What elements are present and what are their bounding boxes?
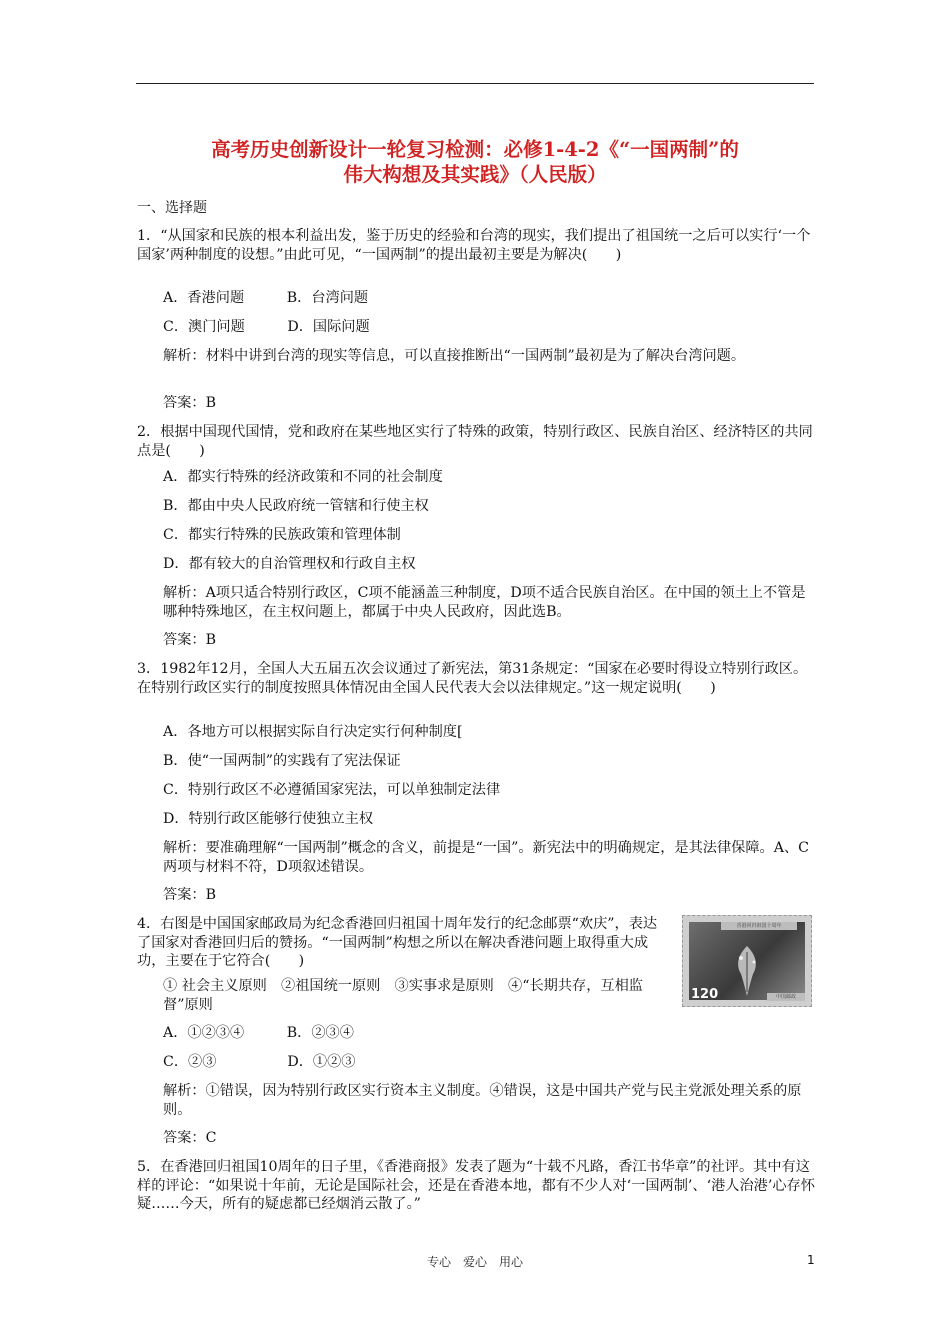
title-line-1: 高考历史创新设计一轮复习检测：必修1-4-2《“一国两制”的: [211, 138, 739, 161]
stamp-brand: 中国邮政: [767, 993, 805, 1001]
page-number: 1: [807, 1253, 815, 1267]
q2-option-a: A．都实行特殊的经济政策和不同的社会制度: [163, 469, 443, 485]
q4-stem: 4．右图是中国国家邮政局为纪念香港回归祖国十周年发行的纪念邮票“欢庆”，表达了国家对香港回归后的赞扬。“一国两制”构想之所以在解决香港问题上取得重大成功，主要在于它符合( ): [137, 916, 658, 970]
q5-stem: 5．在香港回归祖国10周年的日子里，《香港商报》发表了题为“十载不凡路，香江书华章”的社评。其中有这样的评论：“如果说十年前，无论是国际社会，还是在香港本地，都有不少人对‘一国两制’、‘港人治港’心存怀疑……今天，所有的疑虑都已经烟消云散了。”: [137, 1159, 815, 1213]
q1-answer: 答案：B: [163, 395, 216, 411]
header-rule: [136, 83, 814, 84]
document-title: [136, 137, 814, 187]
q4-answer: 答案：C: [163, 1130, 217, 1146]
q4-options-cd: C．②③ D．①②③: [163, 1054, 356, 1070]
q3-option-a: A．各地方可以根据实际自行决定实行何种制度[: [163, 724, 463, 740]
stamp-header: 香港回归祖国十周年: [721, 922, 797, 930]
q2-option-b: B．都由中央人民政府统一管辖和行使主权: [163, 498, 429, 514]
q2-option-d: D．都有较大的自治管理权和行政自主权: [163, 556, 416, 572]
section-heading: 一、选择题: [137, 200, 207, 216]
q4-options-ab: A．①②③④ B．②③④: [163, 1025, 354, 1041]
q4-analysis: 解析：①错误，因为特别行政区实行资本主义制度。④错误，这是中国共产党与民主党派处理关系的原则。: [163, 1083, 802, 1118]
q3-option-b: B．使“一国两制”的实践有了宪法保证: [163, 753, 401, 769]
page-footer-motto: 专心 爱心 用心: [426, 1255, 523, 1269]
q3-stem: 3．1982年12月，全国人大五届五次会议通过了新宪法，第31条规定：“国家在必要时得设立特别行政区。在特别行政区实行的制度按照具体情况由全国人民代表大会以法律规定。”这一规定说明( ): [137, 661, 808, 696]
q2-option-c: C．都实行特殊的民族政策和管理体制: [163, 527, 401, 543]
q3-analysis: 解析：要准确理解“一国两制”概念的含义，前提是“一国”。新宪法中的明确规定，是其法律保障。A、C两项与材料不符，D项叙述错误。: [163, 840, 809, 875]
q1-stem: 1．“从国家和民族的根本利益出发，鉴于历史的经验和台湾的现实，我们提出了祖国统一之后可以实行‘一个国家’两种制度的设想。”由此可见，“一国两制”的提出最初主要是为解决( ): [137, 228, 811, 263]
q4-items: ① 社会主义原则 ②祖国统一原则 ③实事求是原则 ④“长期共存，互相监督”原则: [163, 978, 643, 1013]
bauhinia-flower-icon: [731, 944, 763, 998]
q2-stem: 2．根据中国现代国情，党和政府在某些地区实行了特殊的政策，特别行政区、民族自治区、经济特区的共同点是( ): [137, 424, 813, 459]
q2-answer: 答案：B: [163, 632, 216, 648]
q2-analysis: 解析：A项只适合特别行政区，C项不能涵盖三种制度，D项不适合民族自治区。在中国的领土上不管是哪种特殊地区，在主权问题上，都属于中央人民政府，因此选B。: [163, 585, 806, 620]
q1-options-ab: A．香港问题 B．台湾问题: [163, 290, 369, 306]
title-line-2: 伟大构想及其实践》（人民版）: [343, 163, 607, 186]
q3-option-c: C．特别行政区不必遵循国家宪法，可以单独制定法律: [163, 782, 501, 798]
q3-option-d: D．特别行政区能够行使独立主权: [163, 811, 374, 827]
commemorative-stamp-image: [682, 915, 812, 1007]
q3-answer: 答案：B: [163, 887, 216, 903]
q1-options-cd: C．澳门问题 D．国际问题: [163, 319, 370, 335]
stamp-denomination: 120: [691, 987, 719, 1002]
q1-analysis: 解析：材料中讲到台湾的现实等信息，可以直接推断出“一国两制”最初是为了解决台湾问题。: [163, 348, 746, 364]
